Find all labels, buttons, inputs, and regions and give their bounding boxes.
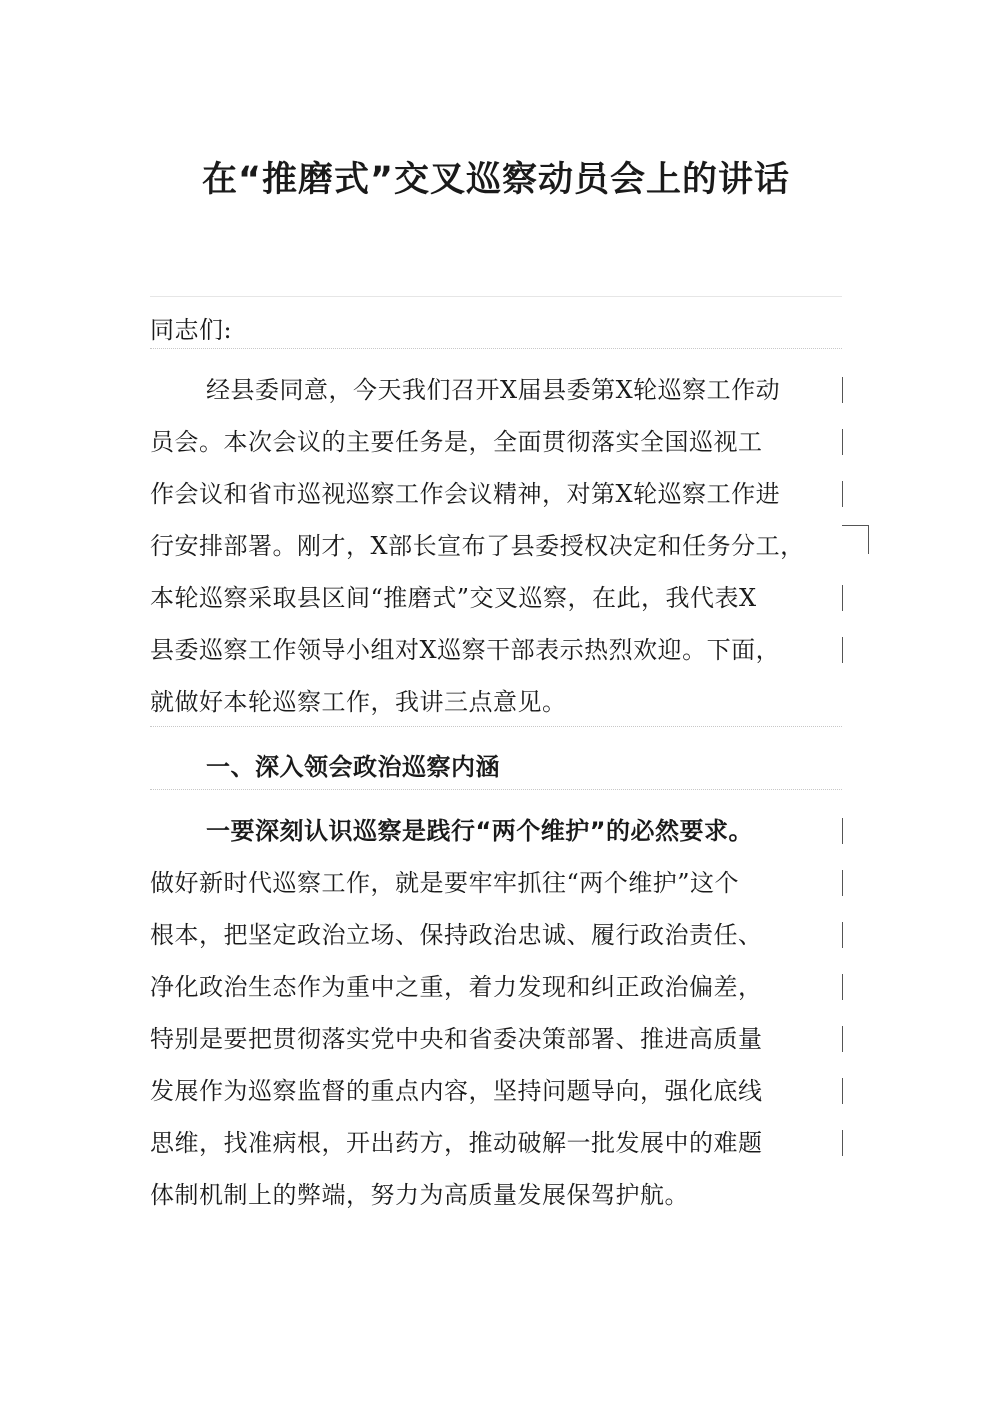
- divider: [150, 726, 842, 727]
- paragraph-line: 就做好本轮巡察工作，我讲三点意见。: [150, 688, 567, 716]
- paragraph-line: 发展作为巡察监督的重点内容，坚持问题导向，强化底线: [150, 1077, 763, 1105]
- margin-mark: [842, 1026, 843, 1052]
- margin-mark: [842, 429, 843, 455]
- paragraph-line: 员会。本次会议的主要任务是，全面贯彻落实全国巡视工: [150, 428, 763, 456]
- subpoint-1: [150, 805, 842, 1221]
- paragraph-line: 做好新时代巡察工作，就是要牢牢抓往“两个维护”这个: [150, 869, 740, 897]
- paragraph-line: 体制机制上的弊端，努力为高质量发展保驾护航。: [150, 1181, 689, 1209]
- section-heading: 一、深入领会政治巡察内涵: [206, 753, 500, 781]
- margin-mark: [842, 481, 843, 507]
- margin-mark: [842, 377, 843, 403]
- margin-mark: [842, 585, 843, 611]
- section-heading-block: [150, 741, 842, 793]
- divider: [150, 348, 842, 349]
- paragraph-line: 思维，找准病根，开出药方，推动破解一批发展中的难题: [150, 1129, 763, 1157]
- divider: [150, 789, 842, 790]
- paragraph-line: 经县委同意，今天我们召开X届县委第X轮巡察工作动: [206, 376, 781, 404]
- margin-mark: [842, 1130, 843, 1156]
- paragraph-line: 县委巡察工作领导小组对X巡察干部表示热烈欢迎。下面，: [150, 636, 781, 664]
- paragraph-line: 作会议和省市巡视巡察工作会议精神，对第X轮巡察工作进: [150, 480, 781, 508]
- margin-mark: [842, 818, 843, 844]
- paragraph-line: 根本，把坚定政治立场、保持政治忠诚、履行政治责任、: [150, 921, 763, 949]
- margin-mark: [842, 974, 843, 1000]
- document-title: 在“推磨式”交叉巡察动员会上的讲话: [201, 160, 790, 200]
- paragraph-1: [150, 364, 842, 728]
- margin-mark: [842, 525, 869, 554]
- subpoint-lead: 一要深刻认识巡察是践行“两个维护”的必然要求。: [206, 817, 754, 845]
- paragraph-line: 本轮巡察采取县区间“推磨式”交叉巡察，在此，我代表X: [150, 584, 757, 612]
- margin-mark: [842, 1078, 843, 1104]
- paragraph-line: 净化政治生态作为重中之重，着力发现和纠正政治偏差，: [150, 973, 763, 1001]
- margin-mark: [842, 922, 843, 948]
- paragraph-line: 特别是要把贯彻落实党中央和省委决策部署、推进高质量: [150, 1025, 763, 1053]
- paragraph-line: 行安排部署。刚才，X部长宣布了县委授权决定和任务分工，: [150, 532, 805, 560]
- margin-mark: [842, 870, 843, 896]
- salutation: 同志们:: [150, 316, 233, 344]
- margin-mark: [842, 637, 843, 663]
- divider: [150, 296, 842, 297]
